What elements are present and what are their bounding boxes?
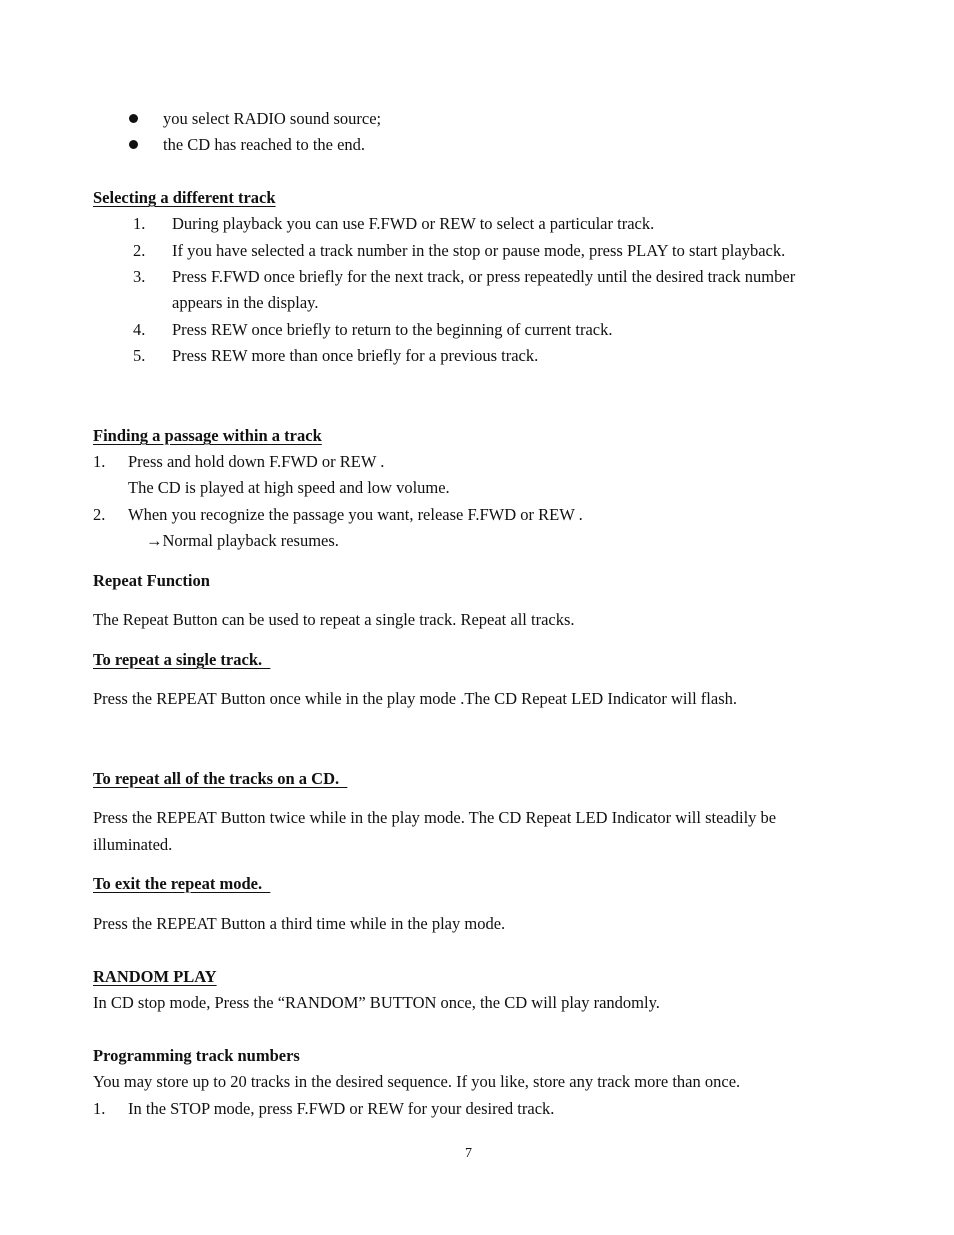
section-heading-random: RANDOM PLAY [93,967,217,986]
list-item: Press and hold down F.FWD or REW . [128,452,385,471]
bullet-text: the CD has reached to the end. [163,135,366,154]
bullet-text: you select RADIO sound source; [163,109,382,128]
list-item-continuation: The CD is played at high speed and low volume. [128,478,450,497]
list-number: 3. [133,267,146,286]
paragraph: Press the REPEAT Button a third time while in the play mode. [93,914,506,933]
list-number: 2. [133,241,146,260]
subheading-repeat-single: To repeat a single track. [93,650,271,669]
list-item: In the STOP mode, press F.FWD or REW for your desired track. [128,1099,555,1118]
list-number: 1. [93,452,106,471]
list-number: 1. [133,214,146,233]
list-number: 4. [133,320,146,339]
paragraph: You may store up to 20 tracks in the desired sequence. If you like, store any track more than once. [93,1072,741,1091]
subheading-repeat-all: To repeat all of the tracks on a CD. [93,769,348,788]
list-item: If you have selected a track number in the stop or pause mode, press PLAY to start playback. [172,241,786,260]
section-heading-selecting: Selecting a different track [93,188,276,207]
paragraph: Press the REPEAT Button twice while in the play mode. The CD Repeat LED Indicator will steadily be [93,808,777,827]
subheading-repeat-exit: To exit the repeat mode. [93,874,271,893]
section-heading-finding: Finding a passage within a track [93,426,322,445]
list-item: When you recognize the passage you want, release F.FWD or REW . [128,505,583,524]
bullet-dot [129,140,138,149]
list-item: Press F.FWD once briefly for the next track, or press repeatedly until the desired track number [172,267,796,286]
bullet-dot [129,114,138,123]
paragraph: In CD stop mode, Press the “RANDOM” BUTTON once, the CD will play randomly. [93,993,660,1012]
list-item: Press REW more than once briefly for a previous track. [172,346,539,365]
list-number: 2. [93,505,106,524]
list-item-continuation: appears in the display. [172,293,319,312]
page-number: 7 [465,1146,472,1161]
list-number: 1. [93,1099,106,1118]
list-item: During playback you can use F.FWD or REW to select a particular track. [172,214,655,233]
list-item: Press REW once briefly to return to the beginning of current track. [172,320,613,339]
section-heading-programming: Programming track numbers [93,1046,300,1065]
paragraph: The Repeat Button can be used to repeat a single track. Repeat all tracks. [93,610,575,629]
paragraph: Press the REPEAT Button once while in the play mode .The CD Repeat LED Indicator will flash. [93,689,737,708]
paragraph-continuation: illuminated. [93,835,173,854]
list-item-continuation: →Normal playback resumes. [146,531,339,550]
section-heading-repeat: Repeat Function [93,571,210,590]
list-number: 5. [133,346,146,365]
